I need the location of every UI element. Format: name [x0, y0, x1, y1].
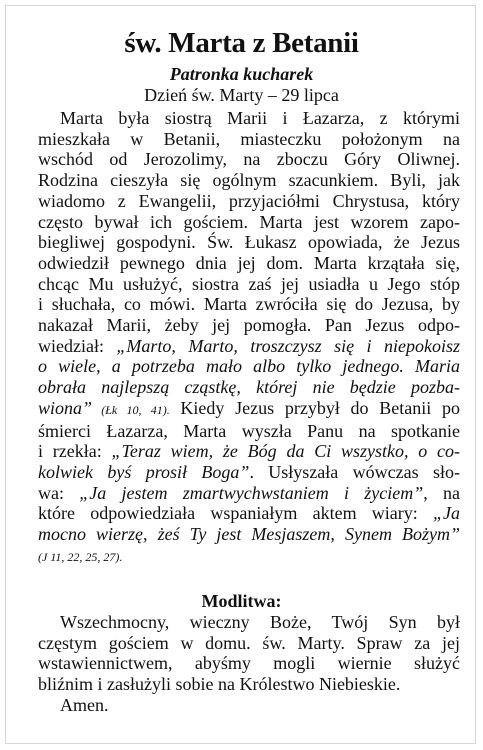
- text-line: Amen.: [60, 694, 109, 715]
- text-line: Rodzina cieszyła się ogólnym szacunkiem. Byli, jak: [38, 170, 460, 191]
- gospel-quote: „Ja jestem zmartwychwstaniem i życiem”: [79, 482, 424, 503]
- text-line: [38, 336, 460, 357]
- text-line: odwiedził pewnego dnia jej dom. Marta krzątała się,: [38, 252, 460, 273]
- text-line: chcąc Mu usłużyć, siostra zaś jej usiadła u Jego stóp: [38, 273, 460, 294]
- text-run: , na: [423, 482, 460, 503]
- prayer-heading: Modlitwa:: [201, 591, 282, 611]
- prayer-text: [38, 612, 460, 716]
- gospel-quote: obrała najlepszą cząstkę, której nie będzie pozba-: [38, 377, 460, 398]
- text-line: wstawiennictwem, abyśmy mogli wiernie służyć: [38, 653, 460, 674]
- text-line: [38, 545, 460, 568]
- text-line: [38, 441, 460, 462]
- gospel-quote: „Teraz wiem, że Bóg da Ci wszystko, o co-: [111, 441, 461, 462]
- text-line: Wszechmocny, wieczny Boże, Twój Syn był: [60, 612, 460, 632]
- gospel-quote: wiona”: [38, 397, 93, 418]
- text-run: wiedział:: [38, 335, 117, 356]
- feast-date: Dzień św. Marty – 29 lipca: [144, 85, 339, 105]
- text-run: . Usłyszała wówczas sło-: [249, 461, 460, 482]
- scripture-reference: (Łk 10, 41).: [92, 402, 170, 417]
- subtitle: Patronka kucharek: [169, 64, 314, 84]
- text-line: Marta była siostrą Marii i Łazarza, z którymi: [60, 108, 460, 128]
- page-title: św. Marta z Betanii: [124, 27, 359, 59]
- text-line: często bywał ich gościem. Marta jest wzorem zapo-: [38, 211, 460, 232]
- gospel-quote: o wiele, a potrzeba mało albo tylko jednego. Maria: [38, 356, 460, 377]
- text-line: [38, 524, 460, 545]
- text-line: [38, 377, 460, 398]
- text-run: które odpowiedziała wspaniałym aktem wiary:: [38, 503, 433, 524]
- gospel-quote: „Ja: [433, 503, 460, 524]
- text-line: śmierci Łazarza, Marta wyszła Panu na spotkanie: [38, 420, 460, 441]
- text-line: [38, 356, 460, 377]
- text-run: i rzekła:: [38, 441, 112, 462]
- text-line: [38, 483, 460, 504]
- text-line: bliźnim i zasłużyli sobie na Królestwo Niebieskie.: [38, 674, 401, 695]
- text-run: Kiedy Jezus przybył do Betanii po: [169, 397, 460, 418]
- text-line: [38, 503, 460, 524]
- text-line: wiadomo z Ewangelii, przyjaciółmi Chrystusa, który: [38, 190, 460, 211]
- text-run: wa:: [38, 482, 80, 503]
- text-line: [38, 462, 460, 483]
- text-line: częstym gościem w domu. św. Marty. Spraw za jej: [38, 632, 460, 653]
- text-line: nakazał Marii, żeby jej pomogła. Pan Jezus odpo-: [38, 315, 460, 336]
- scripture-reference: (J 11, 22, 25, 27).: [38, 549, 123, 564]
- text-line: i słuchała, co mówi. Marta zwróciła się do Jezusa, by: [38, 294, 460, 315]
- gospel-quote: „Marto, Marto, troszczysz się i niepokoisz: [116, 335, 460, 356]
- biography-text: [38, 108, 460, 567]
- text-line: mieszkała w Betanii, miasteczku położonym na: [38, 128, 460, 149]
- text-line: [38, 398, 460, 421]
- text-line: wschód od Jerozolimy, na zboczu Góry Oliwnej.: [38, 149, 460, 170]
- gospel-quote: mocno wierzę, żeś Ty jest Mesjaszem, Synem Bożym”: [38, 524, 460, 545]
- text-line: biegliwej gospodyni. Św. Łukasz opowiada, że Jezus: [38, 232, 460, 253]
- gospel-quote: kolwiek byś prosił Boga”: [38, 461, 250, 482]
